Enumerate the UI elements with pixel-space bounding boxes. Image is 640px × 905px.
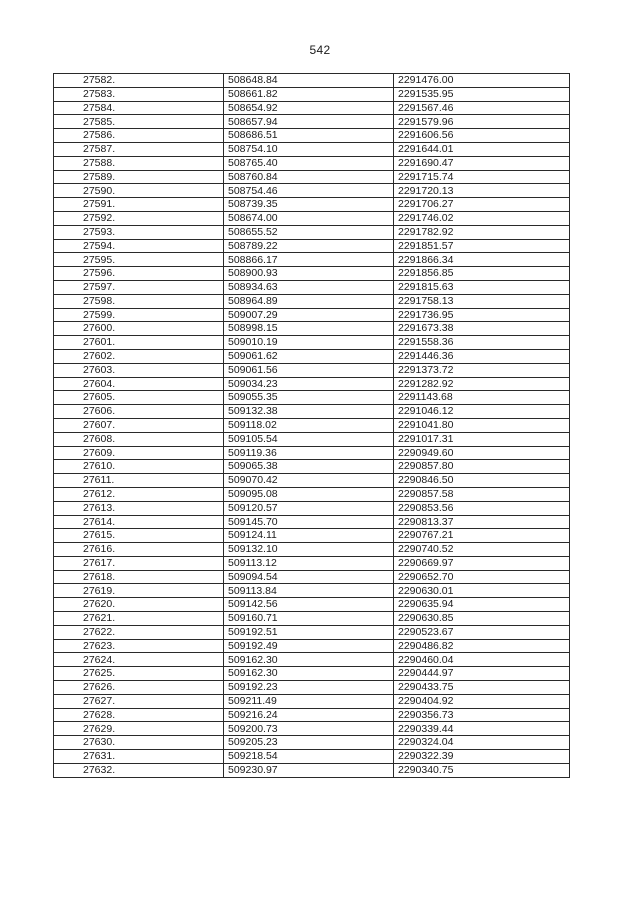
point-number-cell: 27606. [54, 405, 224, 419]
y-coordinate-cell: 2290669.97 [394, 556, 570, 570]
point-number-cell: 27593. [54, 225, 224, 239]
y-coordinate-cell: 2291746.02 [394, 211, 570, 225]
table-row [54, 363, 570, 377]
table-row [54, 280, 570, 294]
x-coordinate-cell: 509132.10 [224, 543, 394, 557]
coordinates-table-body [54, 74, 570, 778]
point-number-cell: 27588. [54, 156, 224, 170]
table-row [54, 336, 570, 350]
point-number-cell: 27627. [54, 694, 224, 708]
table-row [54, 653, 570, 667]
table-row [54, 322, 570, 336]
point-number-cell: 27626. [54, 681, 224, 695]
y-coordinate-cell: 2290630.85 [394, 612, 570, 626]
point-number-cell: 27603. [54, 363, 224, 377]
x-coordinate-cell: 509132.38 [224, 405, 394, 419]
table-row [54, 515, 570, 529]
point-number-cell: 27596. [54, 267, 224, 281]
x-coordinate-cell: 508866.17 [224, 253, 394, 267]
table-row [54, 543, 570, 557]
x-coordinate-cell: 509034.23 [224, 377, 394, 391]
table-row [54, 722, 570, 736]
table-row [54, 418, 570, 432]
y-coordinate-cell: 2291558.36 [394, 336, 570, 350]
table-row [54, 239, 570, 253]
x-coordinate-cell: 508674.00 [224, 211, 394, 225]
y-coordinate-cell: 2291673.38 [394, 322, 570, 336]
y-coordinate-cell: 2290652.70 [394, 570, 570, 584]
y-coordinate-cell: 2290339.44 [394, 722, 570, 736]
point-number-cell: 27600. [54, 322, 224, 336]
point-number-cell: 27601. [54, 336, 224, 350]
y-coordinate-cell: 2291866.34 [394, 253, 570, 267]
y-coordinate-cell: 2290857.80 [394, 460, 570, 474]
x-coordinate-cell: 509230.97 [224, 763, 394, 777]
point-number-cell: 27612. [54, 487, 224, 501]
y-coordinate-cell: 2290846.50 [394, 474, 570, 488]
table-row [54, 74, 570, 88]
y-coordinate-cell: 2290767.21 [394, 529, 570, 543]
y-coordinate-cell: 2290356.73 [394, 708, 570, 722]
x-coordinate-cell: 509120.57 [224, 501, 394, 515]
table-row [54, 349, 570, 363]
point-number-cell: 27594. [54, 239, 224, 253]
y-coordinate-cell: 2291017.31 [394, 432, 570, 446]
x-coordinate-cell: 508900.93 [224, 267, 394, 281]
y-coordinate-cell: 2290523.67 [394, 625, 570, 639]
y-coordinate-cell: 2291579.96 [394, 115, 570, 129]
table-row [54, 736, 570, 750]
table-row [54, 156, 570, 170]
x-coordinate-cell: 509192.49 [224, 639, 394, 653]
table-row [54, 584, 570, 598]
table-row [54, 129, 570, 143]
point-number-cell: 27599. [54, 308, 224, 322]
y-coordinate-cell: 2291143.68 [394, 391, 570, 405]
table-row [54, 405, 570, 419]
table-row [54, 101, 570, 115]
point-number-cell: 27613. [54, 501, 224, 515]
point-number-cell: 27629. [54, 722, 224, 736]
x-coordinate-cell: 508739.35 [224, 198, 394, 212]
table-row [54, 625, 570, 639]
table-row [54, 556, 570, 570]
point-number-cell: 27607. [54, 418, 224, 432]
point-number-cell: 27632. [54, 763, 224, 777]
point-number-cell: 27620. [54, 598, 224, 612]
point-number-cell: 27609. [54, 446, 224, 460]
x-coordinate-cell: 508655.52 [224, 225, 394, 239]
y-coordinate-cell: 2291567.46 [394, 101, 570, 115]
table-row [54, 225, 570, 239]
table-row [54, 432, 570, 446]
table-row [54, 763, 570, 777]
y-coordinate-cell: 2291644.01 [394, 142, 570, 156]
y-coordinate-cell: 2290340.75 [394, 763, 570, 777]
x-coordinate-cell: 509113.84 [224, 584, 394, 598]
y-coordinate-cell: 2291690.47 [394, 156, 570, 170]
x-coordinate-cell: 508654.92 [224, 101, 394, 115]
x-coordinate-cell: 508657.94 [224, 115, 394, 129]
table-row [54, 460, 570, 474]
x-coordinate-cell: 509055.35 [224, 391, 394, 405]
x-coordinate-cell: 509192.23 [224, 681, 394, 695]
x-coordinate-cell: 508760.84 [224, 170, 394, 184]
table-row [54, 750, 570, 764]
point-number-cell: 27615. [54, 529, 224, 543]
x-coordinate-cell: 509192.51 [224, 625, 394, 639]
table-row [54, 253, 570, 267]
x-coordinate-cell: 509061.56 [224, 363, 394, 377]
x-coordinate-cell: 509113.12 [224, 556, 394, 570]
point-number-cell: 27604. [54, 377, 224, 391]
y-coordinate-cell: 2291535.95 [394, 87, 570, 101]
y-coordinate-cell: 2291815.63 [394, 280, 570, 294]
y-coordinate-cell: 2290813.37 [394, 515, 570, 529]
point-number-cell: 27582. [54, 74, 224, 88]
y-coordinate-cell: 2291782.92 [394, 225, 570, 239]
point-number-cell: 27587. [54, 142, 224, 156]
x-coordinate-cell: 508765.40 [224, 156, 394, 170]
table-row [54, 639, 570, 653]
table-row [54, 211, 570, 225]
point-number-cell: 27584. [54, 101, 224, 115]
table-row [54, 267, 570, 281]
table-row [54, 142, 570, 156]
y-coordinate-cell: 2290444.97 [394, 667, 570, 681]
table-row [54, 570, 570, 584]
x-coordinate-cell: 509200.73 [224, 722, 394, 736]
x-coordinate-cell: 508686.51 [224, 129, 394, 143]
y-coordinate-cell: 2290630.01 [394, 584, 570, 598]
x-coordinate-cell: 508754.10 [224, 142, 394, 156]
table-row [54, 198, 570, 212]
x-coordinate-cell: 509118.02 [224, 418, 394, 432]
point-number-cell: 27622. [54, 625, 224, 639]
point-number-cell: 27589. [54, 170, 224, 184]
x-coordinate-cell: 509094.54 [224, 570, 394, 584]
y-coordinate-cell: 2290635.94 [394, 598, 570, 612]
x-coordinate-cell: 509216.24 [224, 708, 394, 722]
table-row [54, 708, 570, 722]
x-coordinate-cell: 509218.54 [224, 750, 394, 764]
y-coordinate-cell: 2291046.12 [394, 405, 570, 419]
y-coordinate-cell: 2290949.60 [394, 446, 570, 460]
x-coordinate-cell: 509145.70 [224, 515, 394, 529]
x-coordinate-cell: 509095.08 [224, 487, 394, 501]
y-coordinate-cell: 2291446.36 [394, 349, 570, 363]
x-coordinate-cell: 509162.30 [224, 667, 394, 681]
x-coordinate-cell: 509205.23 [224, 736, 394, 750]
x-coordinate-cell: 508754.46 [224, 184, 394, 198]
y-coordinate-cell: 2290404.92 [394, 694, 570, 708]
x-coordinate-cell: 509162.30 [224, 653, 394, 667]
point-number-cell: 27591. [54, 198, 224, 212]
y-coordinate-cell: 2290853.56 [394, 501, 570, 515]
table-row [54, 474, 570, 488]
table-row [54, 667, 570, 681]
point-number-cell: 27616. [54, 543, 224, 557]
table-row [54, 184, 570, 198]
x-coordinate-cell: 509160.71 [224, 612, 394, 626]
x-coordinate-cell: 508789.22 [224, 239, 394, 253]
point-number-cell: 27621. [54, 612, 224, 626]
point-number-cell: 27583. [54, 87, 224, 101]
point-number-cell: 27630. [54, 736, 224, 750]
y-coordinate-cell: 2290740.52 [394, 543, 570, 557]
point-number-cell: 27623. [54, 639, 224, 653]
x-coordinate-cell: 509119.36 [224, 446, 394, 460]
point-number-cell: 27602. [54, 349, 224, 363]
point-number-cell: 27624. [54, 653, 224, 667]
point-number-cell: 27595. [54, 253, 224, 267]
y-coordinate-cell: 2291715.74 [394, 170, 570, 184]
y-coordinate-cell: 2291706.27 [394, 198, 570, 212]
table-row [54, 612, 570, 626]
page-number: 542 [309, 43, 331, 57]
point-number-cell: 27619. [54, 584, 224, 598]
x-coordinate-cell: 509124.11 [224, 529, 394, 543]
y-coordinate-cell: 2290322.39 [394, 750, 570, 764]
y-coordinate-cell: 2291720.13 [394, 184, 570, 198]
point-number-cell: 27610. [54, 460, 224, 474]
y-coordinate-cell: 2291856.85 [394, 267, 570, 281]
point-number-cell: 27590. [54, 184, 224, 198]
table-row [54, 308, 570, 322]
point-number-cell: 27631. [54, 750, 224, 764]
point-number-cell: 27611. [54, 474, 224, 488]
table-row [54, 115, 570, 129]
point-number-cell: 27598. [54, 294, 224, 308]
point-number-cell: 27628. [54, 708, 224, 722]
point-number-cell: 27614. [54, 515, 224, 529]
point-number-cell: 27592. [54, 211, 224, 225]
y-coordinate-cell: 2291606.56 [394, 129, 570, 143]
x-coordinate-cell: 509142.56 [224, 598, 394, 612]
y-coordinate-cell: 2291736.95 [394, 308, 570, 322]
y-coordinate-cell: 2290857.58 [394, 487, 570, 501]
x-coordinate-cell: 508661.82 [224, 87, 394, 101]
point-number-cell: 27617. [54, 556, 224, 570]
point-number-cell: 27597. [54, 280, 224, 294]
x-coordinate-cell: 509061.62 [224, 349, 394, 363]
y-coordinate-cell: 2290324.04 [394, 736, 570, 750]
point-number-cell: 27585. [54, 115, 224, 129]
point-number-cell: 27625. [54, 667, 224, 681]
table-row [54, 294, 570, 308]
x-coordinate-cell: 509070.42 [224, 474, 394, 488]
x-coordinate-cell: 509007.29 [224, 308, 394, 322]
table-row [54, 529, 570, 543]
x-coordinate-cell: 509211.49 [224, 694, 394, 708]
table-row [54, 391, 570, 405]
coordinates-table [53, 73, 570, 778]
x-coordinate-cell: 509065.38 [224, 460, 394, 474]
x-coordinate-cell: 509010.19 [224, 336, 394, 350]
y-coordinate-cell: 2291476.00 [394, 74, 570, 88]
table-row [54, 501, 570, 515]
x-coordinate-cell: 508934.63 [224, 280, 394, 294]
y-coordinate-cell: 2291851.57 [394, 239, 570, 253]
y-coordinate-cell: 2291373.72 [394, 363, 570, 377]
y-coordinate-cell: 2290486.82 [394, 639, 570, 653]
y-coordinate-cell: 2291758.13 [394, 294, 570, 308]
y-coordinate-cell: 2290433.75 [394, 681, 570, 695]
table-row [54, 377, 570, 391]
point-number-cell: 27605. [54, 391, 224, 405]
point-number-cell: 27608. [54, 432, 224, 446]
table-row [54, 598, 570, 612]
y-coordinate-cell: 2291282.92 [394, 377, 570, 391]
point-number-cell: 27586. [54, 129, 224, 143]
point-number-cell: 27618. [54, 570, 224, 584]
x-coordinate-cell: 508964.89 [224, 294, 394, 308]
table-row [54, 694, 570, 708]
y-coordinate-cell: 2291041.80 [394, 418, 570, 432]
x-coordinate-cell: 509105.54 [224, 432, 394, 446]
table-row [54, 87, 570, 101]
x-coordinate-cell: 508998.15 [224, 322, 394, 336]
table-row [54, 681, 570, 695]
x-coordinate-cell: 508648.84 [224, 74, 394, 88]
table-row [54, 170, 570, 184]
table-row [54, 446, 570, 460]
y-coordinate-cell: 2290460.04 [394, 653, 570, 667]
table-row [54, 487, 570, 501]
